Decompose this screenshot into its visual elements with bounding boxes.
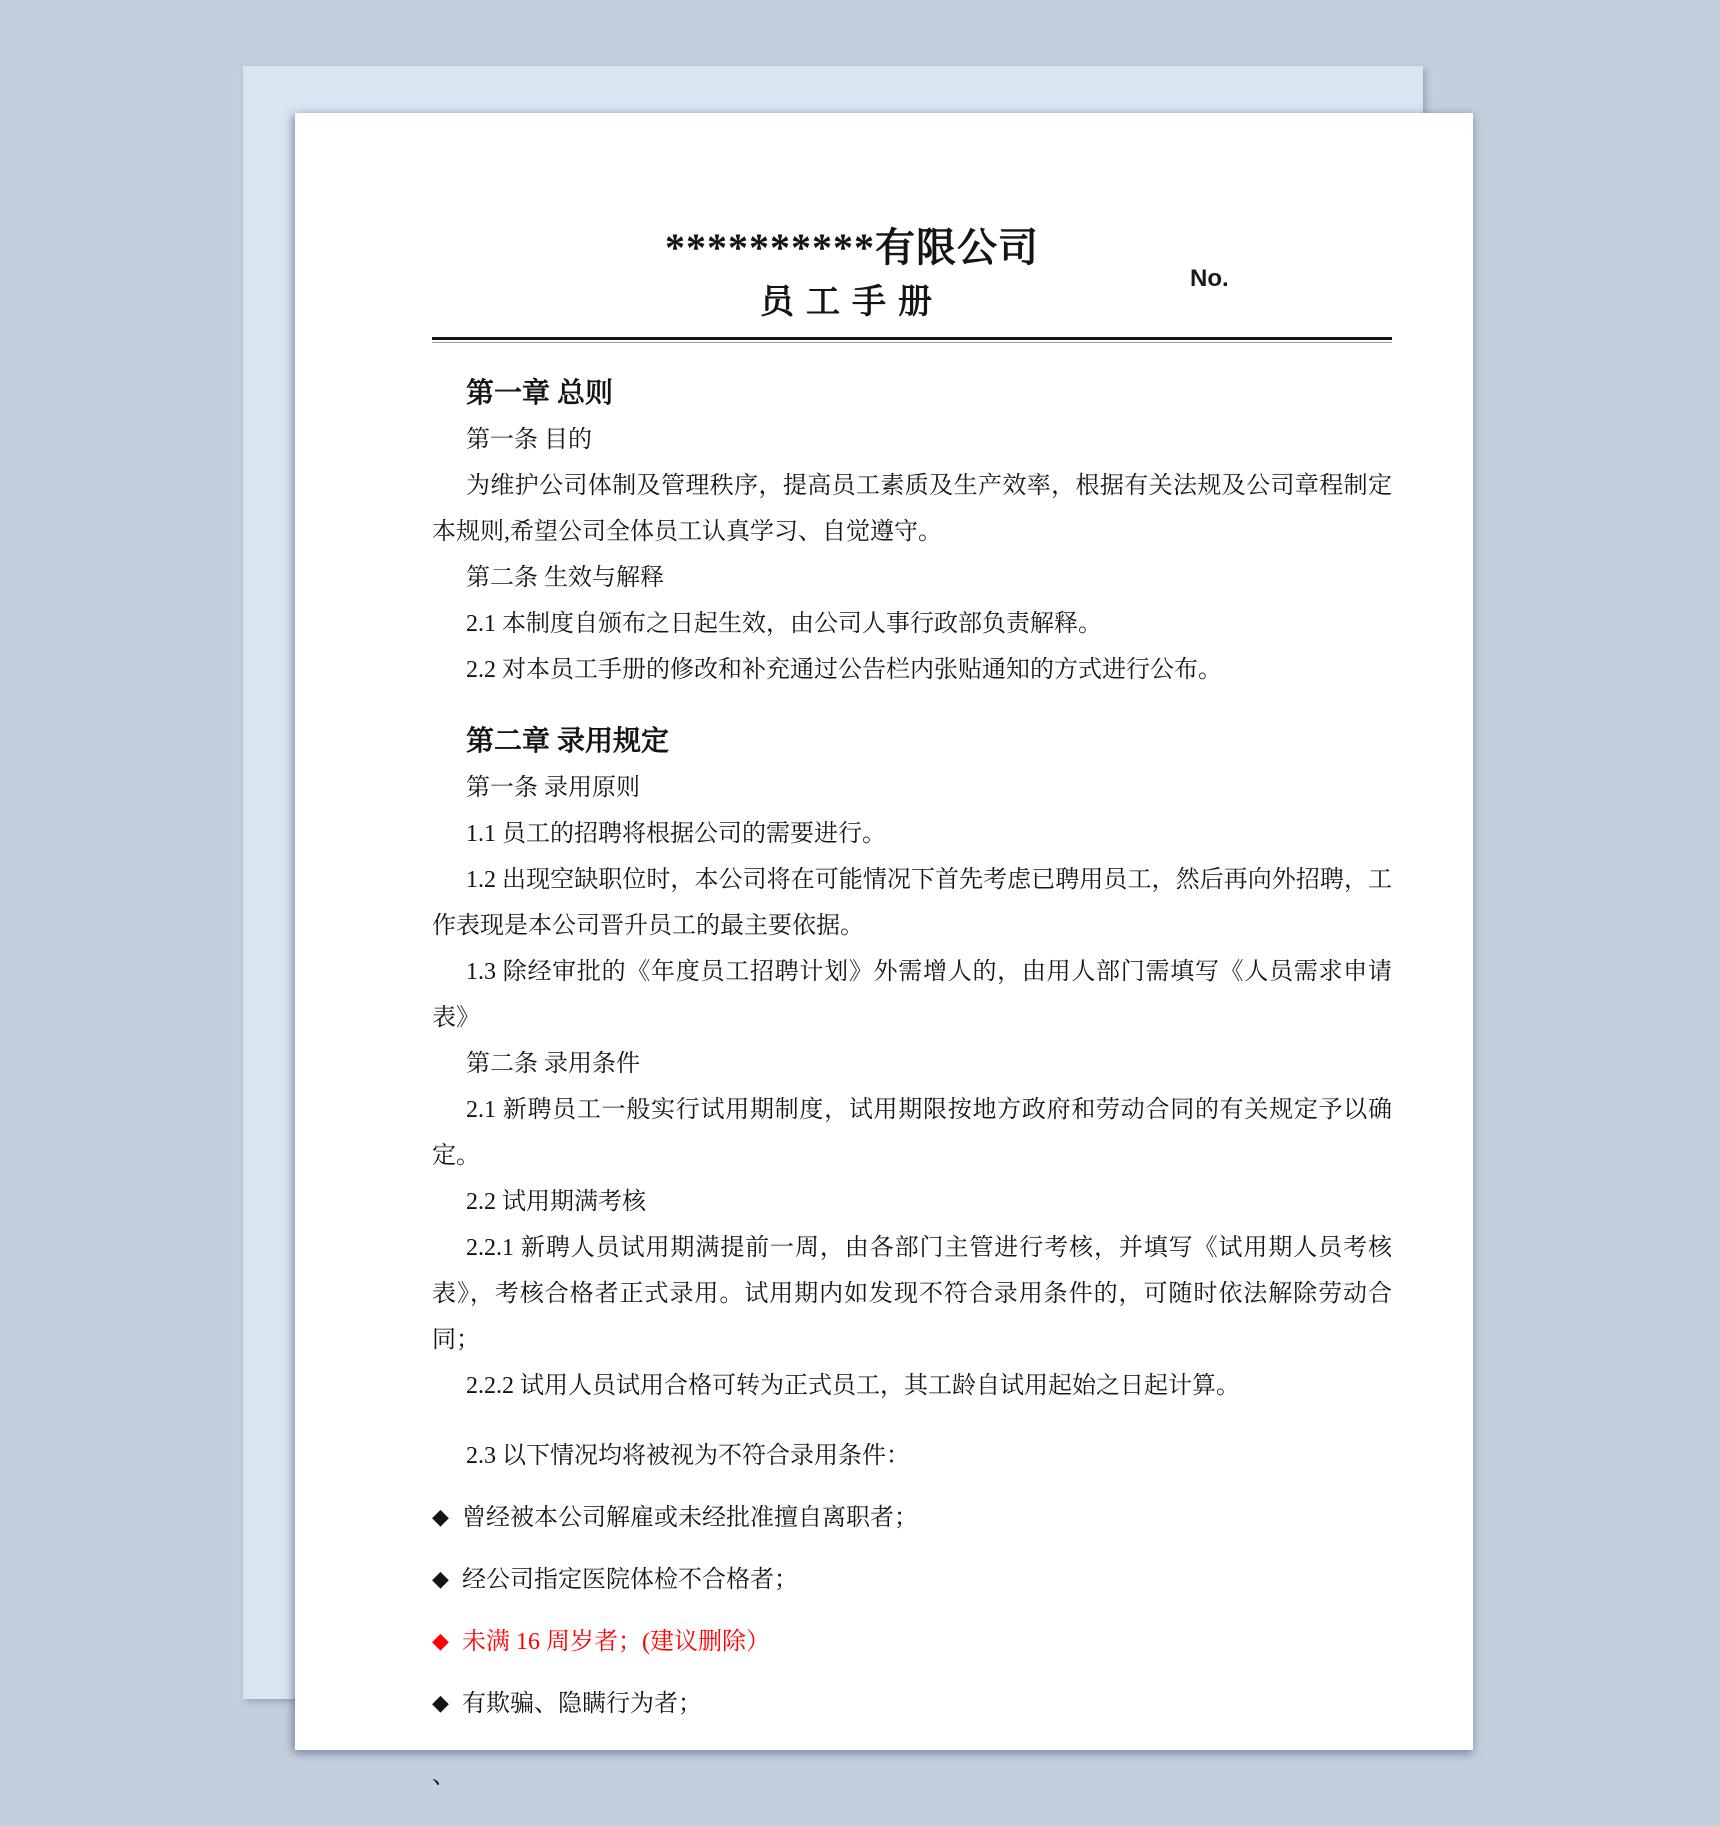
chapter-heading: 第一章 总则 [466,378,614,409]
no-label: No. [1190,265,1229,292]
diamond-bullet-icon: ◆ [432,1629,449,1654]
paragraph: 1.2 出现空缺职位时，本公司将在可能情况下首先考虑已聘用员工，然后再向外招聘，工作表现是本公司晋升员工的最主要依据。 [432,867,1392,939]
paragraph: 2.2.2 试用人员试用合格可转为正式员工，其工龄自试用起始之日起计算。 [466,1373,1240,1399]
paragraph: 2.1 本制度自颁布之日起生效，由公司人事行政部负责解释。 [466,611,1102,637]
diamond-bullet-icon: ◆ [432,1691,449,1716]
title-divider [432,337,1392,343]
company-name-title: **********有限公司 [665,225,1039,270]
bullet-text: 有欺骗、隐瞒行为者； [462,1691,702,1717]
paragraph: 1.1 员工的招聘将根据公司的需要进行。 [466,821,886,847]
paragraph: 2.2 试用期满考核 [466,1189,646,1215]
diamond-bullet-icon: ◆ [432,1567,449,1592]
paragraph: 2.2 对本员工手册的修改和补充通过公告栏内张贴通知的方式进行公布。 [466,657,1222,683]
trailing-punctuation: 、 [432,1763,456,1789]
bullet-item [432,1557,1392,1603]
bullet-text: 曾经被本公司解雇或未经批准擅自离职者； [462,1505,918,1531]
paragraph: 2.2.1 新聘人员试用期满提前一周，由各部门主管进行考核，并填写《试用期人员考核表》，考核合格者正式录用。试用期内如发现不符合录用条件的，可随时依法解除劳动合同； [432,1235,1392,1353]
article-heading: 第二条 录用条件 [466,1051,640,1077]
paragraph: 2.3 以下情况均将被视为不符合录用条件： [466,1443,910,1469]
article-heading: 第二条 生效与解释 [466,565,664,591]
paragraph: 1.3 除经审批的《年度员工招聘计划》外需增人的，由用人部门需填写《人员需求申请表》 [432,959,1392,1031]
bullet-item-highlighted [432,1619,1392,1665]
paragraph: 2.1 新聘员工一般实行试用期制度，试用期限按地方政府和劳动合同的有关规定予以确定。 [432,1097,1392,1169]
document-page [295,113,1473,1789]
handbook-title: 员工手册 [760,284,944,321]
bullet-item [432,1681,1392,1727]
bullet-text: 未满 16 周岁者；(建议删除） [462,1629,770,1655]
paragraph: 为维护公司体制及管理秩序，提高员工素质及生产效率，根据有关法规及公司章程制定本规则,希望公司全体员工认真学习、自觉遵守。 [432,473,1392,545]
chapter-heading: 第二章 录用规定 [466,726,670,757]
article-heading: 第一条 录用原则 [466,775,640,801]
bullet-item [432,1495,1392,1541]
article-heading: 第一条 目的 [466,427,592,453]
document-title-block [432,113,1392,325]
diamond-bullet-icon: ◆ [432,1505,449,1530]
document-content [432,113,1392,1799]
bullet-text: 经公司指定医院体检不合格者； [462,1567,798,1593]
